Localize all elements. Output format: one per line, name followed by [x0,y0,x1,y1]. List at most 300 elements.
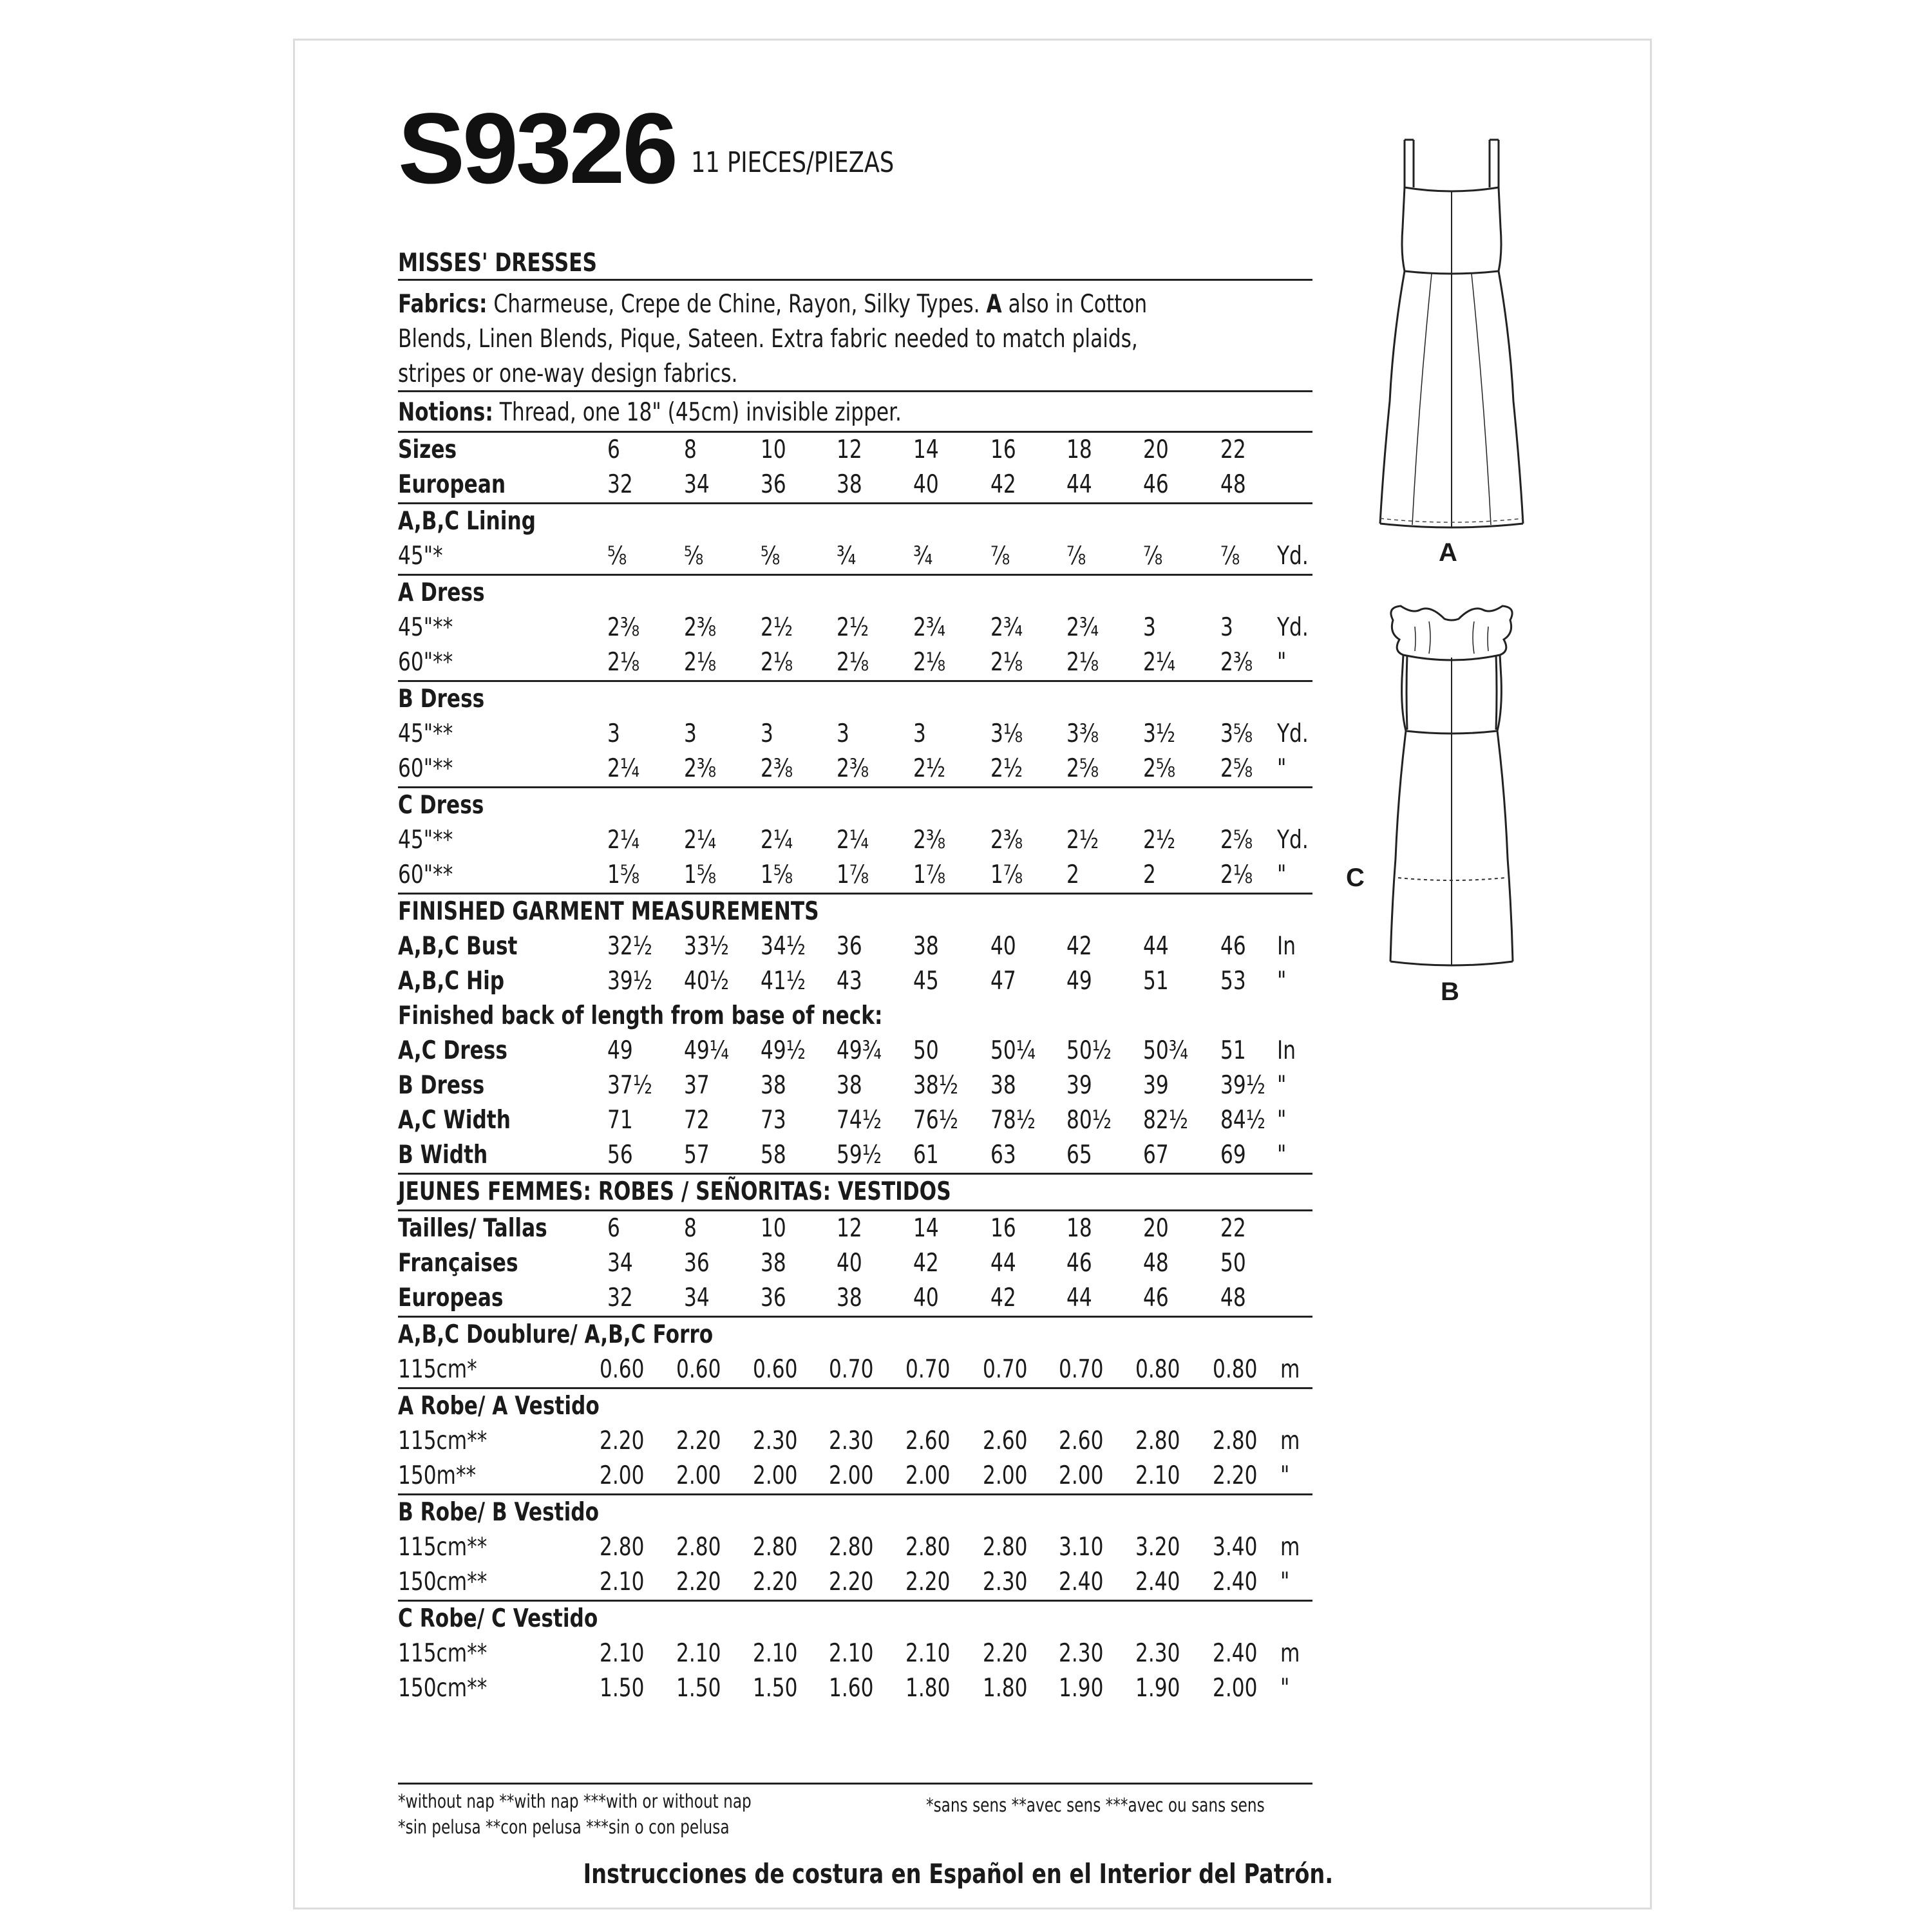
table-cell: 2.80 [905,1533,951,1562]
table-row [398,1281,1312,1316]
table-cell: 2.20 [1213,1461,1258,1490]
table-row [398,1636,1312,1671]
table-section-header [398,1493,1312,1530]
fabrics-text: Charmeuse, Crepe de Chine, Rayon, Silky Types. [487,290,987,319]
row-label: B Robe/ B Vestido [398,1498,600,1527]
row-label: A,C Dress [398,1036,507,1065]
table-row [398,1068,1312,1103]
pattern-number: S9326 [398,93,676,205]
table-cell: 2½ [837,613,869,642]
table-cell: ¾ [913,542,933,571]
table-cell: 20 [1143,1214,1169,1243]
table-cell: 50 [1220,1249,1246,1278]
notions-description [398,395,1171,430]
row-label: Finished back of length from base of neck: [398,1001,883,1030]
table-cell: 38 [837,470,862,499]
divider [398,390,1312,392]
row-label: European [398,470,506,499]
row-label: 115cm** [398,1426,488,1455]
table-cell: 32 [607,1283,633,1312]
table-cell: 2⅜ [761,754,793,783]
table-row [398,611,1312,645]
unit-label: " [1277,648,1287,677]
table-cell: 2.30 [1059,1639,1104,1668]
table-row [398,468,1312,502]
table-cell: 18 [1066,435,1092,464]
table-cell: 2½ [1143,826,1176,855]
table-cell: 74½ [837,1106,882,1135]
unit-label: Yd. [1277,826,1309,855]
view-a-label: A [1439,538,1457,567]
table-cell: 2.40 [1213,1567,1258,1596]
table-cell: 2.40 [1059,1567,1104,1596]
row-label: 150cm** [398,1674,488,1703]
table-cell: 2.30 [829,1426,874,1455]
table-cell: 50¾ [1143,1036,1188,1065]
table-cell: 50½ [1066,1036,1112,1065]
table-cell: 0.80 [1213,1355,1258,1384]
footnote-english: *without nap **with nap ***with or without nap [398,1790,752,1812]
table-cell: 32 [607,470,633,499]
table-row [398,929,1312,964]
table-cell: 1.80 [905,1674,951,1703]
table-cell: 2¾ [1066,613,1099,642]
table-cell: 2.10 [753,1639,798,1668]
table-row [398,752,1312,786]
table-cell: 2.30 [1135,1639,1180,1668]
table-cell: 49½ [761,1036,806,1065]
table-cell: 2.80 [676,1533,721,1562]
table-cell: 46 [1220,932,1246,961]
unit-label: " [1277,1106,1287,1135]
row-label: JEUNES FEMMES: ROBES / SEÑORITAS: VESTIDOS [398,1177,951,1206]
table-cell: 2.80 [1135,1426,1180,1455]
row-label: 45"** [398,826,453,855]
table-cell: 34½ [761,932,806,961]
table-cell: 2.00 [829,1461,874,1490]
unit-label: m [1280,1355,1300,1384]
table-section-header [398,1316,1312,1352]
row-label: FINISHED GARMENT MEASUREMENTS [398,897,819,926]
table-cell: 45 [913,967,939,996]
table-cell: ⅝ [761,542,781,571]
table-cell: ⅞ [1066,542,1086,571]
table-cell: 2⅝ [1066,754,1099,783]
table-row [398,539,1312,574]
table-cell: 51 [1220,1036,1246,1065]
yardage-table [398,431,1312,1706]
table-row [398,1459,1312,1493]
table-cell: ⅞ [1220,542,1240,571]
table-cell: 1.90 [1059,1674,1104,1703]
footnote-spanish: *sin pelusa **con pelusa ***sin o con pelusa [398,1816,730,1838]
row-label: 115cm* [398,1355,477,1384]
table-cell: 1⅝ [761,860,793,889]
table-cell: 0.70 [905,1355,951,1384]
table-cell: 16 [990,435,1016,464]
table-cell: 59½ [837,1141,882,1170]
unit-label: m [1280,1426,1300,1455]
pattern-info [398,41,1334,1911]
table-cell: 2⅜ [1220,648,1253,677]
row-label: Europeas [398,1283,504,1312]
table-cell: 2.10 [905,1639,951,1668]
table-cell: 1⅝ [607,860,640,889]
view-b-label: B [1441,978,1459,1006]
table-cell: 2.30 [983,1567,1028,1596]
row-label: 115cm** [398,1533,488,1562]
table-cell: 2⅜ [607,613,640,642]
row-label: Tailles/ Tallas [398,1214,547,1243]
table-cell: 2.80 [600,1533,645,1562]
table-cell: 42 [913,1249,939,1278]
table-row [398,823,1312,858]
table-cell: 2¼ [1143,648,1176,677]
piece-count: 11 PIECES/PIEZAS [691,146,895,179]
pattern-envelope-back [293,39,1652,1909]
table-cell: 10 [761,435,786,464]
fabrics-label: Fabrics: [398,290,488,319]
table-cell: 3⅝ [1220,719,1253,748]
table-cell: 3.40 [1213,1533,1258,1562]
table-cell: 80½ [1066,1106,1112,1135]
table-row [398,645,1312,680]
table-cell: 2.60 [983,1426,1028,1455]
unit-label: In [1277,1036,1296,1065]
row-label: A,B,C Bust [398,932,518,961]
table-cell: 0.60 [676,1355,721,1384]
table-cell: 38 [837,1283,862,1312]
table-cell: 3.20 [1135,1533,1180,1562]
row-label: A Dress [398,578,485,607]
table-cell: 36 [761,470,786,499]
table-cell: 2 [1143,860,1156,889]
table-cell: 3 [913,719,926,748]
table-cell: 2.40 [1135,1567,1180,1596]
table-cell: 63 [990,1141,1016,1170]
table-section-header [398,680,1312,717]
table-cell: 3⅜ [1066,719,1099,748]
table-cell: 67 [1143,1141,1169,1170]
table-cell: 84½ [1220,1106,1265,1135]
table-cell: 36 [684,1249,710,1278]
row-label: Sizes [398,435,457,464]
row-label: B Dress [398,1071,485,1100]
table-cell: 2.20 [829,1567,874,1596]
table-cell: 2⅛ [607,648,640,677]
table-cell: 48 [1143,1249,1169,1278]
table-row [398,1103,1312,1138]
table-cell: 39½ [1220,1071,1265,1100]
table-row [398,858,1312,893]
table-cell: 0.80 [1135,1355,1180,1384]
table-cell: 58 [761,1141,786,1170]
table-cell: 49 [607,1036,633,1065]
table-cell: 3½ [1143,719,1176,748]
table-row [398,717,1312,752]
table-row [398,1352,1312,1387]
table-section-header [398,893,1312,929]
table-cell: 46 [1066,1249,1092,1278]
table-cell: 2¼ [607,826,640,855]
table-cell: 40 [837,1249,862,1278]
table-section-header [398,786,1312,823]
table-cell: 38 [990,1071,1016,1100]
unit-label: In [1277,932,1296,961]
table-cell: 2⅛ [761,648,793,677]
table-cell: 2.80 [753,1533,798,1562]
table-cell: 3 [837,719,849,748]
table-cell: 44 [1066,470,1092,499]
table-row [398,1565,1312,1600]
table-cell: 76½ [913,1106,958,1135]
section-title: MISSES' DRESSES [398,249,597,278]
table-cell: 42 [990,1283,1016,1312]
table-cell: 3 [607,719,620,748]
table-cell: 2⅜ [990,826,1023,855]
notions-label: Notions: [398,398,493,427]
table-cell: 38 [761,1071,786,1100]
table-cell: 1.50 [676,1674,721,1703]
table-cell: 6 [607,1214,620,1243]
table-cell: 61 [913,1141,939,1170]
table-cell: 0.70 [983,1355,1028,1384]
table-cell: 3 [1143,613,1156,642]
table-cell: 8 [684,1214,697,1243]
row-label: C Robe/ C Vestido [398,1604,598,1633]
unit-label: " [1280,1674,1290,1703]
table-cell: 42 [1066,932,1092,961]
unit-label: Yd. [1277,719,1309,748]
table-cell: 2⅛ [913,648,946,677]
table-cell: ⅞ [1143,542,1163,571]
unit-label: " [1277,1141,1287,1170]
table-cell: 39½ [607,967,652,996]
table-cell: 18 [1066,1214,1092,1243]
table-cell: 71 [607,1106,633,1135]
dress-view-bc-illustration [1367,601,1535,981]
notions-text: Thread, one 18" (45cm) invisible zipper. [493,398,902,427]
table-cell: 2.00 [1059,1461,1104,1490]
table-cell: 40½ [684,967,729,996]
table-cell: 2.10 [600,1567,645,1596]
table-cell: 57 [684,1141,710,1170]
table-cell: 73 [761,1106,786,1135]
row-label: 60"** [398,860,453,889]
table-cell: 36 [761,1283,786,1312]
table-cell: 34 [684,1283,710,1312]
table-cell: 32½ [607,932,652,961]
table-cell: 48 [1220,470,1246,499]
table-cell: 2.60 [1059,1426,1104,1455]
table-cell: 40 [913,1283,939,1312]
table-row [398,431,1312,468]
table-cell: 2.10 [829,1639,874,1668]
table-cell: 1.50 [753,1674,798,1703]
table-section-header [398,1173,1312,1209]
table-cell: 1⅞ [990,860,1023,889]
table-cell: 14 [913,1214,939,1243]
spanish-instructions-text: Instrucciones de costura en Español en el Interior del Patrón. [583,1858,1334,1889]
table-cell: 2⅝ [1143,754,1176,783]
table-cell: 38 [913,932,939,961]
table-cell: ⅝ [684,542,704,571]
table-cell: 49 [1066,967,1092,996]
table-cell: 3 [1220,613,1233,642]
table-cell: 2¾ [913,613,946,642]
table-cell: 47 [990,967,1016,996]
table-cell: 65 [1066,1141,1092,1170]
table-section-header [398,1600,1312,1636]
table-cell: 50¼ [990,1036,1036,1065]
table-cell: 36 [837,932,862,961]
table-cell: 1.50 [600,1674,645,1703]
table-cell: 38½ [913,1071,958,1100]
dress-view-a-illustration [1367,131,1535,543]
table-cell: 2.20 [600,1426,645,1455]
row-label: 45"** [398,719,453,748]
table-cell: 2.00 [905,1461,951,1490]
table-cell: 2.20 [983,1639,1028,1668]
table-cell: 42 [990,470,1016,499]
table-cell: 3.10 [1059,1533,1104,1562]
table-cell: 2⅛ [684,648,717,677]
table-row [398,1034,1312,1068]
table-cell: 2.30 [753,1426,798,1455]
table-cell: 2⅜ [684,613,717,642]
table-cell: 6 [607,435,620,464]
table-section-header [398,574,1312,611]
unit-label: " [1277,754,1287,783]
unit-label: Yd. [1277,542,1309,571]
table-cell: 56 [607,1141,633,1170]
table-cell: 1.60 [829,1674,874,1703]
table-cell: 78½ [990,1106,1036,1135]
unit-label: " [1277,967,1287,996]
fabrics-view-letter: A [986,290,1002,319]
table-cell: 2¼ [607,754,640,783]
table-cell: 1⅞ [913,860,946,889]
table-cell: 1⅞ [837,860,869,889]
row-label: A,C Width [398,1106,511,1135]
table-row [398,1424,1312,1459]
table-cell: ⅞ [990,542,1010,571]
table-cell: 2¾ [990,613,1023,642]
row-label: A,B,C Hip [398,967,505,996]
table-cell: ¾ [837,542,857,571]
table-cell: 10 [761,1214,786,1243]
table-cell: 20 [1143,435,1169,464]
row-label: C Dress [398,791,484,820]
table-cell: 2.40 [1213,1639,1258,1668]
table-cell: 2.00 [753,1461,798,1490]
table-cell: 8 [684,435,697,464]
table-cell: 50 [913,1036,939,1065]
row-label: 45"** [398,613,453,642]
table-cell: 69 [1220,1141,1246,1170]
table-row [398,1138,1312,1173]
table-cell: 40 [990,932,1016,961]
table-cell: 2⅝ [1220,826,1253,855]
unit-label: m [1280,1639,1300,1668]
row-label: A,B,C Doublure/ A,B,C Forro [398,1320,714,1349]
table-cell: 34 [607,1249,633,1278]
table-cell: 44 [990,1249,1016,1278]
table-cell: 44 [1066,1283,1092,1312]
divider [398,279,1312,281]
table-cell: 38 [761,1249,786,1278]
table-cell: 1.80 [983,1674,1028,1703]
table-cell: 48 [1220,1283,1246,1312]
table-cell: 2.20 [676,1426,721,1455]
row-label: B Width [398,1141,488,1170]
table-row [398,1246,1312,1281]
row-label: 150cm** [398,1567,488,1596]
row-label: 115cm** [398,1639,488,1668]
table-cell: 2.10 [600,1639,645,1668]
table-cell: 2⅛ [990,648,1023,677]
table-cell: 2⅜ [684,754,717,783]
table-cell: 39 [1143,1071,1169,1100]
footnote-french: *sans sens **avec sens ***avec ou sans sens [926,1794,1265,1816]
table-cell: 2½ [913,754,946,783]
table-cell: 82½ [1143,1106,1188,1135]
table-cell: 40 [913,470,939,499]
table-section-header [398,502,1312,539]
table-cell: 14 [913,435,939,464]
unit-label: " [1280,1567,1290,1596]
table-cell: 53 [1220,967,1246,996]
table-cell: 2.00 [600,1461,645,1490]
table-cell: 46 [1143,470,1169,499]
table-section-header [398,999,1312,1034]
table-row [398,964,1312,999]
table-cell: 2.20 [753,1567,798,1596]
unit-label: m [1280,1533,1300,1562]
row-label: B Dress [398,685,485,714]
table-cell: 2⅛ [1066,648,1099,677]
table-cell: 22 [1220,435,1246,464]
table-cell: 33½ [684,932,729,961]
table-cell: 2⅝ [1220,754,1253,783]
table-cell: 34 [684,470,710,499]
table-cell: 39 [1066,1071,1092,1100]
table-cell: 2.20 [676,1567,721,1596]
row-label: A Robe/ A Vestido [398,1392,600,1421]
table-cell: 2.10 [1135,1461,1180,1490]
spanish-instructions-note [398,1858,1519,1890]
table-cell: 43 [837,967,862,996]
fabrics-text-extra: also in Cotton Blends, Linen Blends, Pique, Sateen. Extra fabric needed to match plaids, stripes or one-way design fabrics. [398,290,1148,388]
table-cell: 49¼ [684,1036,729,1065]
footnotes [398,1783,1312,1842]
table-cell: 46 [1143,1283,1169,1312]
fabrics-description [398,287,1312,392]
table-cell: 2¼ [684,826,717,855]
table-cell: 72 [684,1106,710,1135]
table-cell: 12 [837,1214,862,1243]
table-cell: 2⅜ [913,826,946,855]
table-cell: 0.70 [829,1355,874,1384]
table-cell: 2⅛ [1220,860,1253,889]
table-section-header [398,1387,1312,1424]
table-cell: 2½ [1066,826,1099,855]
table-cell: 2½ [761,613,793,642]
table-cell: 2.00 [1213,1674,1258,1703]
row-label: 150m** [398,1461,477,1490]
table-cell: 2.00 [983,1461,1028,1490]
table-cell: 49¾ [837,1036,882,1065]
